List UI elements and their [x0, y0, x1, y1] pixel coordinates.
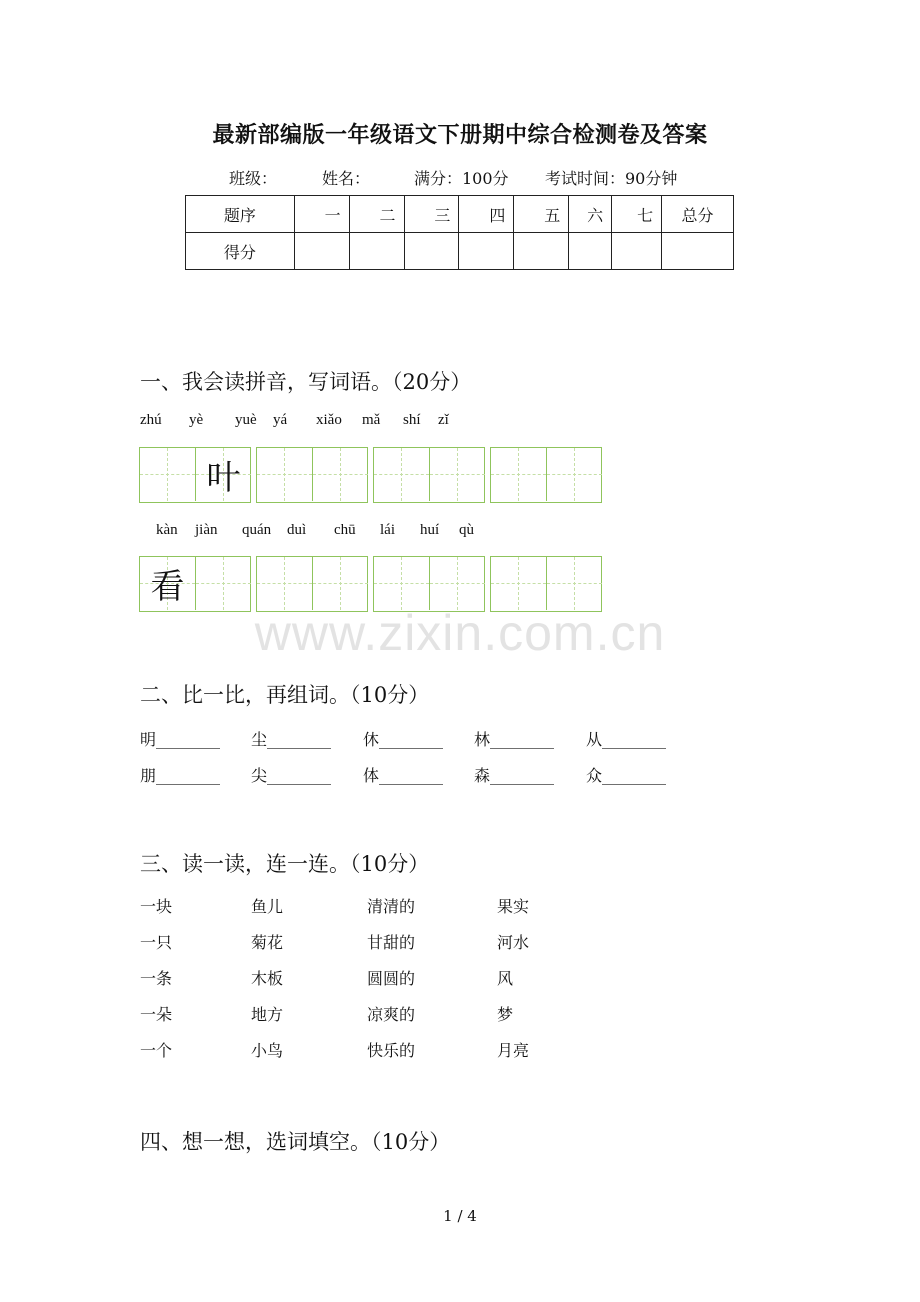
- score-table: [185, 195, 734, 270]
- sample-character: 看: [150, 567, 185, 607]
- score-header-1: 一: [294, 196, 349, 233]
- writing-grid-box[interactable]: [373, 447, 485, 503]
- pinyin: jiàn: [195, 522, 218, 538]
- match-item[interactable]: 地方: [251, 1005, 284, 1024]
- match-item[interactable]: 鱼儿: [251, 897, 284, 916]
- pinyin: mǎ: [362, 412, 381, 428]
- section-1-title: 一、我会读拼音，写词语。（20分）: [140, 370, 472, 394]
- match-item[interactable]: 清清的: [367, 897, 416, 916]
- match-item[interactable]: 小鸟: [251, 1041, 284, 1060]
- match-item[interactable]: 一只: [140, 933, 173, 952]
- match-item[interactable]: 果实: [497, 897, 530, 916]
- section-4-title: 四、想一想，选词填空。（10分）: [140, 1130, 451, 1154]
- score-header-6: 六: [569, 196, 612, 233]
- name-label: 姓名：: [322, 169, 371, 188]
- sample-character: 叶: [206, 458, 241, 498]
- score-cell[interactable]: [294, 233, 349, 270]
- pinyin: yuè: [235, 412, 257, 428]
- writing-grid-box[interactable]: [139, 447, 251, 503]
- writing-grid-box[interactable]: [256, 447, 368, 503]
- exam-time-label: 考试时间：90分钟: [545, 169, 678, 188]
- writing-grid-box[interactable]: [490, 447, 602, 503]
- pinyin: qù: [459, 522, 474, 538]
- word-blank[interactable]: 林________: [474, 730, 555, 749]
- score-header-4: 四: [459, 196, 514, 233]
- match-item[interactable]: 一朵: [140, 1005, 173, 1024]
- match-item[interactable]: 菊花: [251, 933, 284, 952]
- section-3-title: 三、读一读，连一连。（10分）: [140, 852, 430, 876]
- word-blank[interactable]: 体________: [363, 766, 444, 785]
- document-title: 最新部编版一年级语文下册期中综合检测卷及答案: [212, 122, 708, 148]
- word-blank[interactable]: 众________: [586, 766, 667, 785]
- pinyin: zhú: [140, 412, 162, 428]
- section-2-title: 二、比一比，再组词。（10分）: [140, 683, 430, 707]
- watermark: www.zixin.com.cn: [254, 605, 666, 661]
- word-blank[interactable]: 朋________: [140, 766, 221, 785]
- match-item[interactable]: 一个: [140, 1041, 173, 1060]
- pinyin: lái: [380, 522, 395, 538]
- match-item[interactable]: 一块: [140, 897, 173, 916]
- pinyin: chū: [334, 522, 356, 538]
- score-header-label: 题序: [186, 196, 295, 233]
- word-blank[interactable]: 休________: [363, 730, 444, 749]
- score-header-7: 七: [612, 196, 662, 233]
- word-blank[interactable]: 尘________: [251, 730, 332, 749]
- score-cell[interactable]: [349, 233, 404, 270]
- class-label: 班级：: [229, 169, 278, 188]
- pinyin: zǐ: [438, 412, 449, 428]
- pinyin: yè: [189, 412, 204, 428]
- pinyin: shí: [403, 412, 421, 428]
- pinyin: huí: [420, 522, 440, 538]
- pinyin: yá: [273, 412, 288, 428]
- score-table-header-row: [186, 196, 734, 233]
- word-blank[interactable]: 尖________: [251, 766, 332, 785]
- score-row-label: 得分: [186, 233, 295, 270]
- match-item[interactable]: 甘甜的: [367, 933, 416, 952]
- match-item[interactable]: 圆圆的: [367, 969, 416, 988]
- match-item[interactable]: 凉爽的: [367, 1005, 416, 1024]
- score-header-2: 二: [349, 196, 404, 233]
- score-cell[interactable]: [569, 233, 612, 270]
- match-item[interactable]: 木板: [251, 969, 284, 988]
- match-item[interactable]: 一条: [140, 969, 173, 988]
- score-header-5: 五: [514, 196, 569, 233]
- pinyin: duì: [287, 522, 307, 538]
- score-cell[interactable]: [662, 233, 734, 270]
- pinyin: quán: [242, 522, 272, 538]
- pinyin: xiǎo: [316, 412, 342, 428]
- page-number: 1 / 4: [443, 1207, 477, 1225]
- match-item[interactable]: 梦: [497, 1005, 514, 1024]
- score-cell[interactable]: [612, 233, 662, 270]
- score-cell[interactable]: [514, 233, 569, 270]
- score-cell[interactable]: [404, 233, 459, 270]
- match-item[interactable]: 河水: [497, 933, 530, 952]
- score-table-score-row: [186, 233, 734, 270]
- pinyin: kàn: [156, 522, 178, 538]
- score-header-total: 总分: [662, 196, 734, 233]
- word-blank[interactable]: 从________: [586, 730, 667, 749]
- score-header-3: 三: [404, 196, 459, 233]
- match-item[interactable]: 快乐的: [367, 1041, 416, 1060]
- word-blank[interactable]: 明________: [140, 730, 221, 749]
- match-item[interactable]: 风: [497, 969, 514, 988]
- score-cell[interactable]: [459, 233, 514, 270]
- full-score-label: 满分：100分: [414, 169, 509, 188]
- word-blank[interactable]: 森________: [474, 766, 555, 785]
- match-item[interactable]: 月亮: [497, 1041, 530, 1060]
